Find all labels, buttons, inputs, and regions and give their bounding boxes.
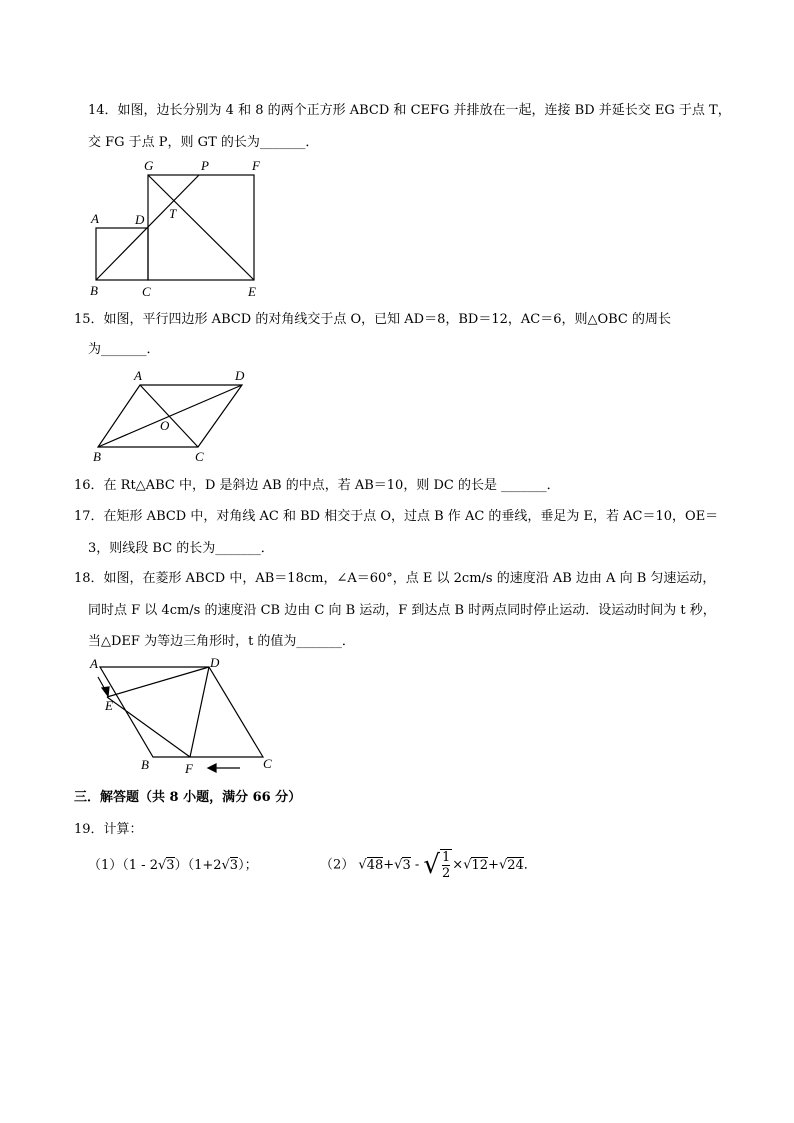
q14-label-c: C [142,284,151,299]
q19-part2-frac-den: 2 [442,866,451,881]
q19-part2-fraction [440,849,452,881]
q18-label-b: B [141,757,149,772]
sqrt-icon: √ [463,857,472,873]
q19-part1-label: （1） [88,858,123,873]
q17-line1: 17．在矩形 ABCD 中，对角线 AC 和 BD 相交于点 O，过点 B 作 AC 的垂线，垂足为 E，若 AC＝10，OE＝ [74,509,719,524]
q19-part2-plus-1: + [383,857,395,873]
q18-label-c: C [263,756,272,771]
q19-title: 19．计算： [74,822,143,837]
q19-part2-plus-2: + [488,857,499,873]
q19-part2-minus: - [410,857,424,873]
q18-figure [85,655,285,780]
q19-part1-expr-c: ）； [238,858,258,873]
q18-label-f: F [185,761,193,776]
q19-part2-label: （2） [320,857,355,873]
q14-label-p: P [201,158,209,173]
q18-label-d: D [210,655,220,670]
q19-part2-radicand-4: 24 [507,857,524,873]
sqrt-icon: √ [394,857,403,873]
q19-part1 [88,858,258,874]
q15-label-a: A [134,368,142,383]
q18-label-a: A [90,656,98,671]
line-ge [148,175,254,280]
q14-label-a: A [91,211,99,226]
q14-label-b: B [90,283,98,298]
q19-part2-radicand-2: 3 [402,857,411,873]
q14-label-e: E [248,284,256,299]
q15-label-o: O [160,418,170,433]
q19-part2 [320,848,537,884]
segment-de [107,667,209,697]
q19-part1-radicand-b: 3 [229,858,239,873]
q19-part2-frac-num: 1 [442,850,451,865]
q19-part2-radicand-1: 48 [366,857,384,873]
q15-label-d: D [235,368,245,383]
q18-line2: 同时点 F 以 4cm/s 的速度沿 CB 边由 C 向 B 运动，F 到达点 B 时两点同时停止运动．设运动时间为 t 秒， [88,603,716,618]
q15-label-c: C [195,449,204,464]
section-title: 三．解答题（共 8 小题，满分 66 分） [74,790,302,805]
q15-figure [85,365,265,465]
arrow-left-icon [208,764,240,772]
sqrt-icon: √ [157,858,167,873]
q15-label-b: B [93,449,101,464]
q18-line1: 18．如图，在菱形 ABCD 中，AB＝18cm，∠A＝60°，点 E 以 2cm/s 的速度沿 AB 边由 A 向 B 匀速运动， [74,571,716,586]
q18-label-e: E [105,698,113,713]
q14-label-t: T [169,206,177,221]
q19-part1-radicand-a: 3 [166,858,175,873]
segment-fd [190,667,209,757]
sqrt-icon: √ [498,857,508,873]
q19-part2-radicand-3: 12 [471,857,489,873]
sqrt-icon: √ [358,857,367,873]
q18-line3: 当△DEF 为等边三角形时，t 的值为_______． [88,634,355,649]
q15-line2: 为_______． [88,342,160,357]
q19-part1-expr-a: （1 - 2 [122,858,158,873]
sqrt-icon: √ [221,858,230,873]
q14-label-g: G [144,158,154,173]
q14-line1: 14．如图，边长分别为 4 和 8 的两个正方形 ABCD 和 CEFG 并排放在一起，连接 BD 并延长交 EG 于点 T， [88,103,731,118]
q19-part1-expr-b: ）（1+2 [174,858,222,873]
q14-label-f: F [252,158,260,173]
q19-part2-end: ． [523,857,537,873]
rhombus-abcd [100,667,263,757]
q16-line1: 16．在 Rt△ABC 中，D 是斜边 AB 的中点，若 AB＝10，则 DC 的长是 _______． [74,478,560,493]
q14-line2: 交 FG 于点 P，则 GT 的长为_______． [88,135,319,150]
sqrt-icon: √ [423,850,440,880]
segment-ef [107,697,190,757]
q15-line1: 15．如图，平行四边形 ABCD 的对角线交于点 O，已知 AD＝8，BD＝12，AC＝6，则△OBC 的周长 [74,312,672,327]
q17-line2: 3，则线段 BC 的长为_______． [88,541,274,556]
q14-label-d: D [135,212,145,227]
q19-part2-times: × [452,857,464,873]
q14-figure [80,155,280,305]
